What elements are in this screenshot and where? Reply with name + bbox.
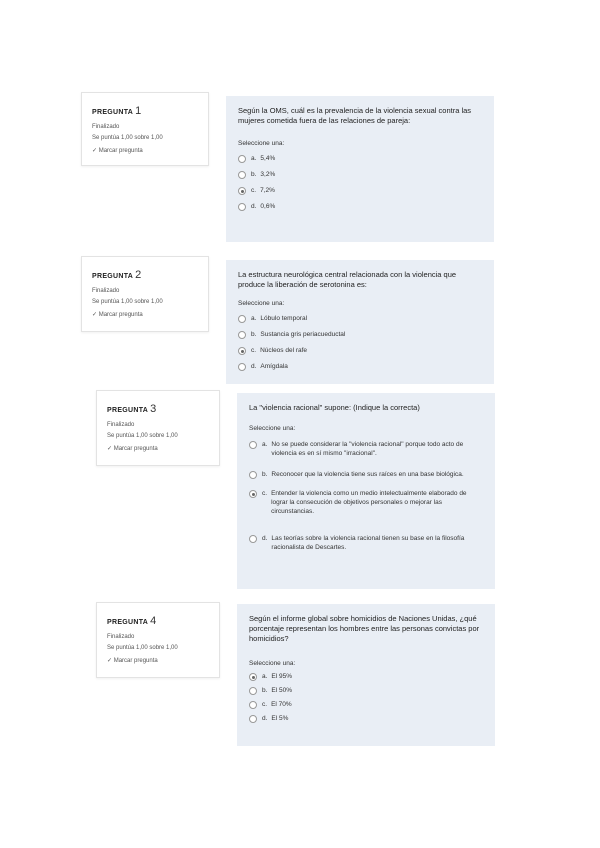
question-score: Se puntúa 1,00 sobre 1,00 — [92, 135, 163, 141]
question-info-3 — [96, 390, 220, 466]
answer-option-c[interactable]: c. Entender la violencia como un medio intelectualmente elaborado de lograr la consecución de objetivos personales o mejorar las circunstancias. — [249, 489, 483, 516]
answer-option-c[interactable]: c. 7,2% — [238, 186, 482, 195]
question-info-4 — [96, 602, 220, 678]
select-label: Seleccione una: — [249, 660, 296, 667]
flag-icon: ✓ — [107, 446, 114, 452]
question-content-1 — [226, 96, 494, 242]
question-number: 4 — [150, 615, 157, 627]
question-label: PREGUNTA — [107, 407, 149, 414]
question-label: PREGUNTA — [92, 273, 134, 280]
answer-option-d[interactable]: d. El 5% — [249, 714, 483, 723]
radio-button[interactable] — [238, 331, 246, 339]
answer-option-d[interactable]: d. Las teorías sobre la violencia racional tienen su base en la filosofía racionalista de Descartes. — [249, 534, 483, 552]
radio-button[interactable] — [238, 315, 246, 323]
question-content-3 — [237, 393, 495, 589]
select-label: Seleccione una: — [249, 425, 296, 432]
question-number: 2 — [135, 269, 142, 281]
question-text: Según la OMS, cuál es la prevalencia de la violencia sexual contra las mujeres cometida fuera de las relaciones de pareja: — [238, 106, 472, 125]
question-label: PREGUNTA — [92, 109, 134, 116]
answer-option-c[interactable]: c. Núcleos del rafe — [238, 346, 482, 355]
answer-option-a[interactable]: a. No se puede considerar la "violencia racional" porque todo acto de violencia es en sí mismo "irracional". — [249, 440, 483, 458]
radio-button-selected[interactable] — [238, 347, 246, 355]
answer-option-a[interactable]: a. El 95% — [249, 672, 483, 681]
question-content-4 — [237, 604, 495, 746]
answer-option-c[interactable]: c. El 70% — [249, 700, 483, 709]
question-text: La "violencia racional" supone: (Indique la correcta) — [249, 403, 420, 412]
answer-option-a[interactable]: a. Lóbulo temporal — [238, 314, 482, 323]
radio-button-selected[interactable] — [249, 673, 257, 681]
radio-button[interactable] — [249, 687, 257, 695]
question-text: Según el informe global sobre homicidios de Naciones Unidas, ¿qué porcentaje representan los hombres entre las personas convictas por homicidios? — [249, 614, 480, 643]
question-info-2 — [81, 256, 209, 332]
answer-option-a[interactable]: a. 5,4% — [238, 154, 482, 163]
select-label: Seleccione una: — [238, 300, 285, 307]
radio-button-selected[interactable] — [249, 490, 257, 498]
radio-button[interactable] — [249, 701, 257, 709]
radio-button-selected[interactable] — [238, 187, 246, 195]
answer-option-b[interactable]: b. 3,2% — [238, 170, 482, 179]
radio-button[interactable] — [249, 471, 257, 479]
radio-button[interactable] — [238, 203, 246, 211]
question-status: Finalizado — [92, 288, 120, 294]
radio-button[interactable] — [249, 441, 257, 449]
answer-option-b[interactable]: b. Sustancia gris periacueductal — [238, 330, 482, 339]
question-info-1 — [81, 92, 209, 166]
question-score: Se puntúa 1,00 sobre 1,00 — [107, 433, 178, 439]
flag-icon: ✓ — [107, 658, 114, 664]
question-status: Finalizado — [107, 634, 135, 640]
select-label: Seleccione una: — [238, 140, 285, 147]
question-status: Finalizado — [107, 422, 135, 428]
radio-button[interactable] — [238, 155, 246, 163]
radio-button[interactable] — [238, 363, 246, 371]
question-text: La estructura neurológica central relacionada con la violencia que produce la liberación de serotonina es: — [238, 270, 457, 289]
radio-button[interactable] — [249, 535, 257, 543]
question-number: 3 — [150, 403, 157, 415]
flag-question-link[interactable]: ✓ Marcar pregunta — [107, 446, 158, 452]
radio-button[interactable] — [249, 715, 257, 723]
answer-option-b[interactable]: b. El 50% — [249, 686, 483, 695]
question-status: Finalizado — [92, 124, 120, 130]
flag-question-link[interactable]: ✓ Marcar pregunta — [107, 658, 158, 664]
radio-button[interactable] — [238, 171, 246, 179]
flag-question-link[interactable]: ✓ Marcar pregunta — [92, 312, 143, 318]
answer-option-d[interactable]: d. 0,6% — [238, 202, 482, 211]
question-number: 1 — [135, 105, 142, 117]
question-content-2 — [226, 260, 494, 384]
answer-option-d[interactable]: d. Amígdala — [238, 362, 482, 371]
flag-question-link[interactable]: ✓ Marcar pregunta — [92, 148, 143, 154]
flag-icon: ✓ — [92, 312, 99, 318]
question-score: Se puntúa 1,00 sobre 1,00 — [107, 645, 178, 651]
question-score: Se puntúa 1,00 sobre 1,00 — [92, 299, 163, 305]
question-label: PREGUNTA — [107, 619, 149, 626]
answer-option-b[interactable]: b. Reconocer que la violencia tiene sus raíces en una base biológica. — [249, 470, 483, 479]
flag-icon: ✓ — [92, 148, 99, 154]
